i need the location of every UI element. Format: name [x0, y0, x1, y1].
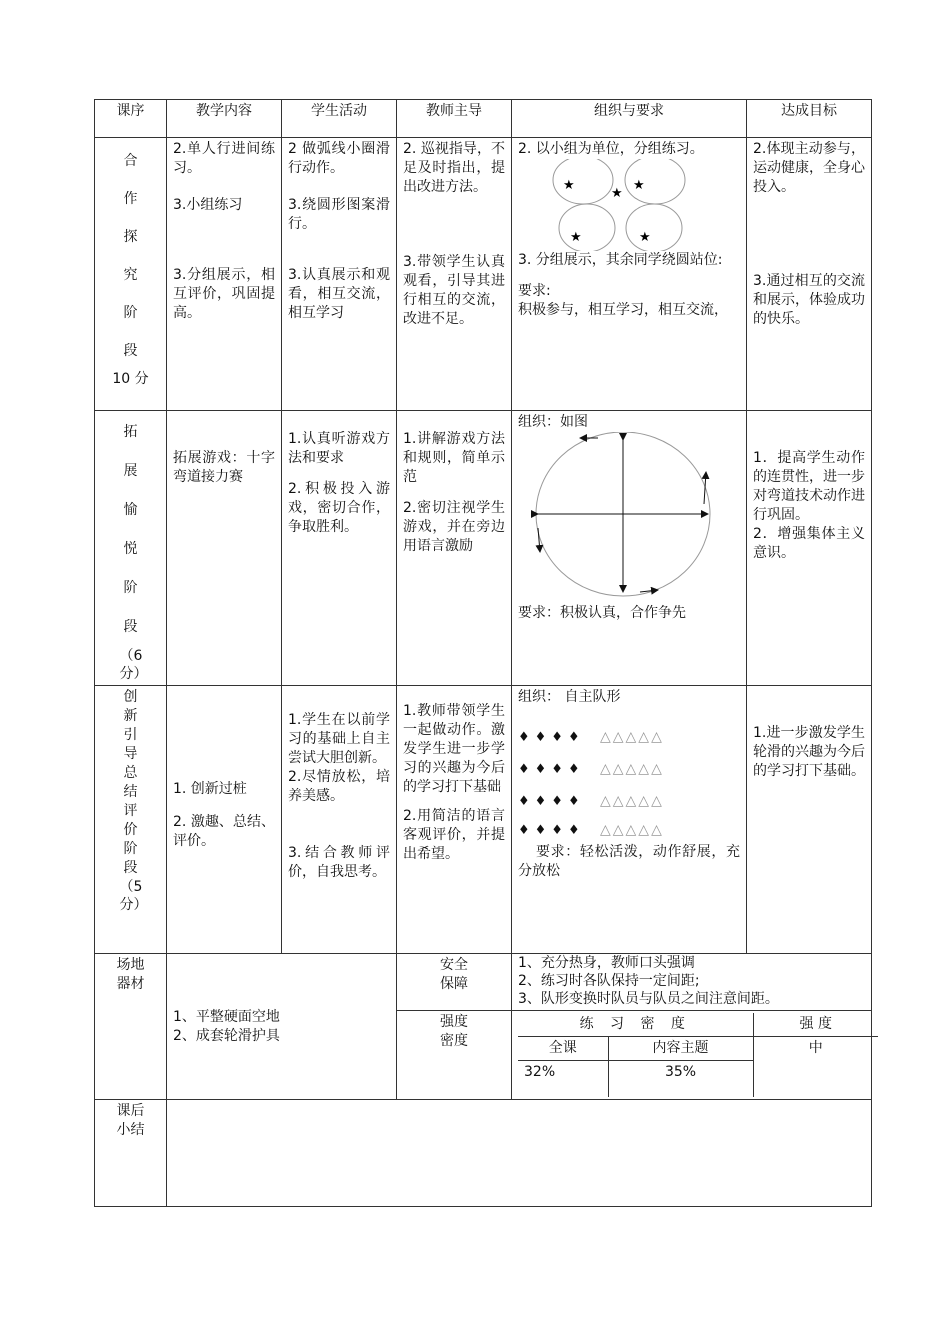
topic-density: 35% — [608, 1061, 753, 1098]
summary-label: 课后小结 — [116, 1103, 145, 1138]
intensity-label: 强度密度 — [440, 1014, 468, 1049]
organization-cell — [512, 686, 747, 954]
stage-name: 拓展愉悦阶段 — [123, 424, 138, 635]
goal-item: 2．增强集体主义意识。 — [753, 526, 865, 561]
teacher-cell — [397, 138, 512, 411]
teacher-item: 1.讲解游戏方法和规则，简单示范 — [403, 431, 505, 485]
org-item: 2. 以小组为单位，分组练习。 — [518, 141, 704, 157]
goal-cell — [747, 138, 872, 411]
person-icons: ♦♦♦♦ — [518, 761, 585, 777]
header-goal: 达成目标 — [747, 100, 872, 138]
intensity-table-cell — [512, 1011, 872, 1100]
safety-label-cell — [397, 954, 512, 1011]
stage-time: 10 分 — [112, 371, 149, 387]
curve-arrow — [538, 528, 540, 552]
intensity-label-cell — [397, 1011, 512, 1100]
star-icon: ★ — [633, 178, 645, 193]
stage-time: （6 分） — [119, 648, 148, 682]
student-cell — [282, 138, 397, 411]
content-item: 拓展游戏：十字弯道接力赛 — [173, 450, 275, 485]
formation-row — [518, 753, 740, 785]
formation-row — [518, 785, 740, 817]
student-item: 1.认真听游戏方法和要求 — [288, 431, 390, 466]
whole-lesson-label: 全课 — [518, 1037, 608, 1061]
org-item: 3. 分组展示，其余同学绕圆站位: — [518, 252, 723, 268]
content-item: 1. 创新过桩 — [173, 781, 247, 797]
goal-cell — [747, 411, 872, 686]
content-cell — [167, 411, 282, 686]
formation-diagram — [518, 721, 740, 843]
venue-item: 1、平整硬面空地 — [173, 1008, 280, 1025]
group-circle — [559, 204, 615, 251]
summary-row — [95, 1100, 872, 1207]
stage-name: 创新引导总结评价阶段 — [123, 689, 138, 876]
lesson-plan-table — [94, 99, 872, 1207]
org-requirement: 要求：轻松活泼，动作舒展，充分放松 — [518, 844, 740, 879]
header-teacher-lead: 教师主导 — [397, 100, 512, 138]
venue-label: 场地器材 — [116, 957, 145, 992]
content-item: 3.小组练习 — [173, 197, 243, 213]
safety-item: 1、充分热身，教师口头强调 — [518, 955, 695, 971]
star-icon: ★ — [570, 230, 582, 245]
teacher-item: 2.用简洁的语言客观评价，并提出希望。 — [403, 808, 505, 862]
safety-items-cell — [512, 954, 872, 1011]
goal-item: 3.通过相互的交流和展示，体验成功的快乐。 — [753, 273, 865, 327]
star-icon: ★ — [611, 186, 623, 201]
student-item: 2.尽情放松，培养美感。 — [288, 769, 390, 804]
venue-items-cell — [167, 954, 397, 1100]
student-cell — [282, 411, 397, 686]
group-circle — [553, 159, 613, 204]
teacher-item: 1.教师带领学生一起做动作。激发学生进一步学习的兴趣为今后的学习打下基础 — [403, 703, 505, 795]
content-item: 3.分组展示，相互评价，巩固提高。 — [173, 267, 275, 321]
stage-cell — [95, 686, 167, 954]
student-item: 2 做弧线小圈滑行动作。 — [288, 141, 390, 176]
organization-cell — [512, 138, 747, 411]
goal-cell — [747, 686, 872, 954]
intensity-table — [518, 1013, 878, 1097]
strength-value: 中 — [753, 1037, 878, 1098]
topic-label: 内容主题 — [608, 1037, 753, 1061]
person-icons: ♦♦♦♦ — [518, 822, 585, 838]
formation-row — [518, 721, 740, 753]
org-requirement: 要求：积极认真，合作争先 — [518, 605, 686, 621]
summary-label-cell — [95, 1100, 167, 1207]
header-content: 教学内容 — [167, 100, 282, 138]
teacher-item: 2. 巡视指导，不足及时指出，提出改进方法。 — [403, 141, 505, 195]
density-header: 练 习 密 度 — [518, 1013, 753, 1037]
stage-cell — [95, 138, 167, 411]
cone-icons: △△△△△ — [600, 821, 664, 838]
content-item: 2.单人行进间练习。 — [173, 141, 275, 176]
teacher-cell — [397, 411, 512, 686]
strength-header: 强 度 — [753, 1013, 878, 1037]
student-cell — [282, 686, 397, 954]
student-item: 1.学生在以前学习的基础上自主尝试大胆创新。 — [288, 712, 390, 766]
formation-row — [518, 817, 740, 843]
teacher-item: 2.密切注视学生游戏，并在旁边用语言激励 — [403, 500, 505, 554]
content-cell — [167, 138, 282, 411]
venue-label-cell — [95, 954, 167, 1100]
student-item: 3.认真展示和观看，相互交流，相互学习 — [288, 267, 390, 321]
stage-row-innovation — [95, 686, 872, 954]
stage-cell — [95, 411, 167, 686]
safety-item: 2、练习时各队保持一定间距; — [518, 973, 700, 989]
goal-item: 1.进一步激发学生轮滑的兴趣为今后的学习打下基础。 — [753, 725, 865, 779]
stage-row-cooperative — [95, 138, 872, 411]
organization-cell — [512, 411, 747, 686]
header-sequence: 课序 — [95, 100, 167, 138]
safety-label: 安全保障 — [440, 957, 468, 992]
venue-item: 2、成套轮滑护具 — [173, 1027, 280, 1044]
stage-name: 合作探究阶段 — [123, 153, 138, 359]
safety-item: 3、队形变换时队员与队员之间注意间距。 — [518, 991, 779, 1007]
safety-row — [95, 954, 872, 1011]
student-item: 3.结合教师评价，自我思考。 — [288, 845, 390, 880]
header-student-activity: 学生活动 — [282, 100, 397, 138]
student-item: 2.积极投入游戏，密切合作，争取胜利。 — [288, 481, 390, 535]
content-item: 2. 激趣、总结、评价。 — [173, 814, 275, 849]
group-circle — [626, 204, 682, 251]
whole-lesson-density: 32% — [518, 1061, 608, 1098]
group-circles-diagram — [518, 159, 740, 251]
star-icon: ★ — [563, 178, 575, 193]
summary-content — [167, 1100, 872, 1207]
curve-arrow — [640, 590, 658, 592]
teacher-cell — [397, 686, 512, 954]
content-cell — [167, 686, 282, 954]
org-title: 组织： 自主队形 — [518, 689, 621, 705]
org-item: 积极参与，相互学习，相互交流， — [518, 302, 728, 318]
cone-icons: △△△△△ — [600, 728, 664, 745]
header-row — [95, 100, 872, 138]
cross-relay-diagram — [518, 432, 740, 604]
teacher-item: 3.带领学生认真观看，引导其进行相互的交流，改进不足。 — [403, 254, 505, 327]
person-icons: ♦♦♦♦ — [518, 793, 585, 809]
header-organization: 组织与要求 — [512, 100, 747, 138]
person-icons: ♦♦♦♦ — [518, 729, 585, 745]
org-item: 要求: — [518, 283, 551, 299]
stage-time: （5 分） — [119, 879, 148, 913]
goal-item: 2.体现主动参与，运动健康，全身心投入。 — [753, 141, 865, 195]
student-item: 3.绕圆形图案滑行。 — [288, 197, 390, 232]
star-icon: ★ — [639, 230, 651, 245]
goal-item: 1．提高学生动作的连贯性，进一步对弯道技术动作进行巩固。 — [753, 450, 865, 523]
org-title: 组织：如图 — [518, 414, 588, 430]
stage-row-extension — [95, 411, 872, 686]
cone-icons: △△△△△ — [600, 792, 664, 809]
cone-icons: △△△△△ — [600, 760, 664, 777]
